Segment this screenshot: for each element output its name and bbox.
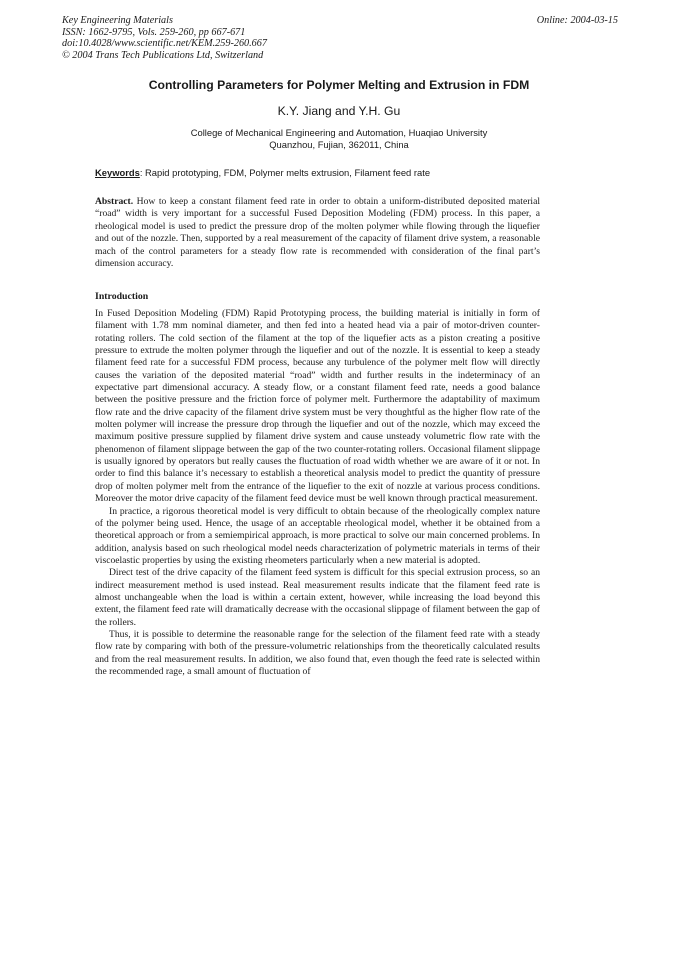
- journal-header: [62, 15, 618, 62]
- abstract: [95, 196, 540, 270]
- doi-line[interactable]: doi:10.4028/www.scientific.net/KEM.259-260.667: [62, 38, 267, 50]
- paragraph: Thus, it is possible to determine the reasonable range for the selection of the filament feed rate with a steady flow rate by comparing with both of the pressure-volumetric relationships from the theoretically calculated results and from the real measurement results. In addition, we also found that, even though the feed rate is selected within the recommended rage, a small amount of fluctuation of: [95, 628, 540, 677]
- keywords-text: : Rapid prototyping, FDM, Polymer melts extrusion, Filament feed rate: [139, 167, 431, 178]
- issn-line: ISSN: 1662-9795, Vols. 259-260, pp 667-671: [62, 26, 246, 38]
- abstract-text: How to keep a constant filament feed rate in order to obtain a uniform-distributed deposited material “road” width is very important for a successful Fused Deposition Modeling (FDM) process. In this paper, a rheological model is used to predict the pressure drop of the molten polymer while flowing through the liquefier and out of the nozzle. Then, supported by a real measurement of the capacity of filament drive system, a reasonable mach of the control parameters for a steady flow rate is recommended with consideration of the final part’s dimension accuracy.: [95, 196, 540, 270]
- paragraph: Direct test of the drive capacity of the filament feed system is difficult for this special extrusion process, so an indirect measurement method is used instead. Real measurement results indicate that the filament feed rate is almost unchangeable when the load is within a certain extent, however, while increasing the load beyond this extent, the filament feed rate will dramatically decrease with the occasional slippage of filament between the gap of the rollers.: [95, 567, 540, 628]
- paper-authors: K.Y. Jiang and Y.H. Gu: [277, 104, 401, 118]
- paragraph: In practice, a rigorous theoretical model is very difficult to obtain because of the rheologically complex nature of the polymer being used. Hence, the usage of an acceptable rheological model, whether it be obtained from a theoretical approach or from a semiempirical approach, is more practical to solve our main concerned problems. In addition, analysis based on such rheological model needs characterization of polymetric materials in terms of their viscoelastic properties by using the existing rheometers particularly when a new material is adopted.: [95, 505, 540, 566]
- affiliation: [0, 127, 678, 152]
- affiliation-line-1: College of Mechanical Engineering and Automation, Huaqiao University: [190, 127, 488, 138]
- keywords-label: Keywords: [95, 167, 140, 178]
- citation-block: [62, 15, 618, 62]
- introduction-heading: Introduction: [95, 291, 149, 302]
- keywords: [95, 167, 585, 178]
- affiliation-line-2: Quanzhou, Fujian, 362011, China: [269, 139, 409, 151]
- abstract-label: Abstract.: [95, 196, 134, 207]
- copyright-line: © 2004 Trans Tech Publications Ltd, Switzerland: [62, 50, 264, 62]
- online-date: Online: 2004-03-15: [536, 15, 618, 26]
- paragraph: In Fused Deposition Modeling (FDM) Rapid Prototyping process, the building material is initially in form of filament with 1.78 mm nominal diameter, and then fed into a heated head via a pair of motor-driven counter-rotating rollers. The cold section of the filament at the top of the liquefier acts as a piston creating a positive pressure to extrude the molten polymer through the liquefier and out of the nozzle. It is essential to keep a steady filament feed rate for a successful FDM process, because any turbulence of the polymer melt flow will directly causes the variation of the deposited material “road” width and further results in the indeterminacy of an expectative part dimensional accuracy. A steady flow, or a constant filament feed rate, needs a good balance between the positive pressure and the friction force of polymer melt. Furthermore the adaptability of maximum flow rate and the drive capacity of the filament drive system must be very thoughtful as the higher flow rate of the molten polymer will increase the pressure drop through the liquefier and out of the nozzle, which may exceed the maximum positive pressure supplied by filament drive system and cause unsteady volumetric flow rate with the phenomenon of filament slippage between the gap of the two counter-rotating rollers. Occasional filament slippage is usually ignored by operators but really causes the fluctuation of road width whether we are aware of it or not. In order to find this balance it’s necessary to establish a theoretical analysis model to predict the quantity of pressure drop of molten polymer melt from the entrance of the liquefier to the exit of nozzle at various process conditions. Moreover the motor drive capacity of the filament feed device must be well known through practical measurement.: [95, 308, 540, 505]
- journal-name: Key Engineering Materials: [62, 15, 173, 26]
- paper-title: Controlling Parameters for Polymer Melting and Extrusion in FDM: [148, 78, 530, 92]
- introduction-body: [95, 308, 540, 678]
